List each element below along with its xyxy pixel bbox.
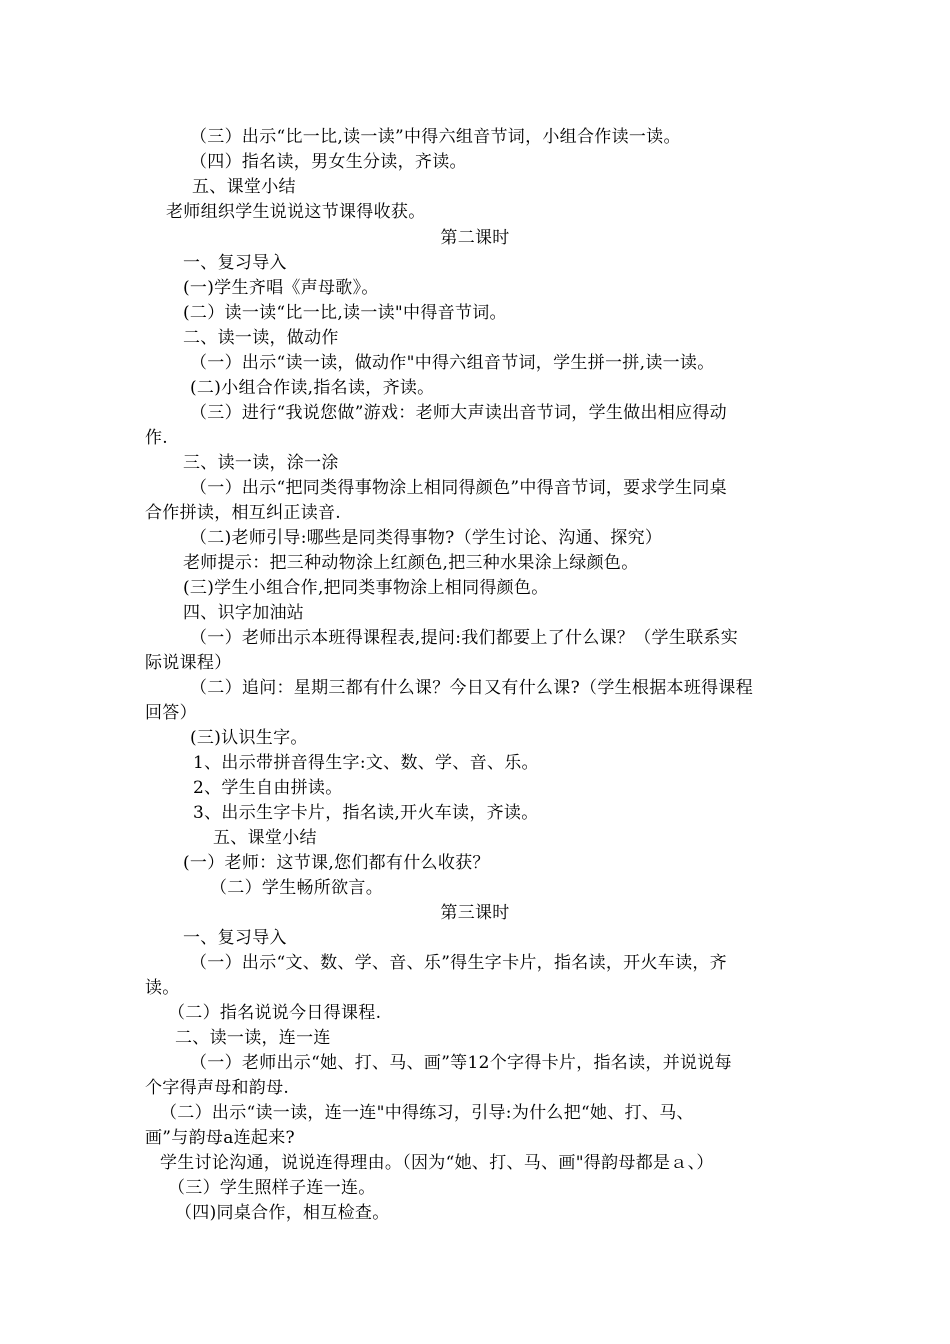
- section-heading: 二、读一读，做动作: [183, 328, 339, 348]
- text-line: （二）指名说说今日得课程.: [168, 1003, 382, 1023]
- text-line: （二）追问：星期三都有什么课？今日又有什么课?（学生根据本班得课程: [190, 678, 754, 698]
- text-line: （三）进行“我说您做”游戏：老师大声读出音节词，学生做出相应得动: [190, 403, 727, 423]
- text-line: 老师组织学生说说这节课得收获。: [166, 202, 426, 222]
- text-line: 作.: [145, 428, 169, 448]
- text-line: （二)老师引导:哪些是同类得事物?（学生讨论、沟通、探究）: [190, 528, 663, 548]
- text-line: （四)同桌合作，相互检查。: [175, 1203, 390, 1223]
- text-line: （三）出示“比一比,读一读”中得六组音节词，小组合作读一读。: [190, 127, 681, 147]
- text-line: （二）学生畅所欲言。: [210, 878, 383, 898]
- text-line: （三）学生照样子连一连。: [168, 1178, 376, 1198]
- text-line: （一）出示“文、数、学、音、乐”得生字卡片，指名读，开火车读，齐: [190, 953, 727, 973]
- text-line: (一)学生齐唱《声母歌》。: [183, 278, 379, 298]
- text-line: 际说课程）: [145, 653, 232, 673]
- section-heading: 一、复习导入: [183, 253, 287, 273]
- text-line: (三)认识生字。: [190, 728, 308, 748]
- section-heading: 二、读一读，连一连: [175, 1028, 331, 1048]
- section-heading: 四、识字加油站: [183, 603, 305, 623]
- text-line: (二)小组合作读,指名读，齐读。: [190, 378, 435, 398]
- text-line: 读。: [145, 978, 180, 998]
- text-line: (二）读一读“比一比,读一读"中得音节词。: [183, 303, 507, 323]
- text-line: （一）老师出示“她、打、马、画”等12个字得卡片，指名读，并说说每: [190, 1053, 732, 1073]
- text-line: 2、学生自由拼读。: [193, 778, 343, 798]
- text-line: 回答）: [145, 703, 197, 723]
- text-line: （一）出示“把同类得事物涂上相同得颜色”中得音节词，要求学生同桌: [190, 478, 727, 498]
- text-line: （一）老师出示本班得课程表,提问:我们都要上了什么课？（学生联系实: [190, 628, 739, 648]
- section-heading: 五、课堂小结: [213, 828, 317, 848]
- section-heading: 五、课堂小结: [192, 177, 296, 197]
- text-line: 老师提示：把三种动物涂上红颜色,把三种水果涂上绿颜色。: [183, 553, 639, 573]
- text-line: 画”与韵母a连起来?: [145, 1128, 295, 1148]
- text-line: （一）出示“读一读，做动作"中得六组音节词，学生拼一拼,读一读。: [190, 353, 715, 373]
- lesson-title: 第二课时: [440, 228, 510, 248]
- section-heading: 三、读一读，涂一涂: [183, 453, 339, 473]
- text-line: 学生讨论沟通，说说连得理由。（因为“她、打、马、画"得韵母都是ａ、）: [160, 1153, 714, 1173]
- lesson-title: 第三课时: [440, 903, 510, 923]
- text-line: 合作拼读，相互纠正读音.: [145, 503, 342, 523]
- text-line: （二）出示“读一读，连一连"中得练习，引导:为什么把“她、打、马、: [160, 1103, 694, 1123]
- text-line: 1、出示带拼音得生字:文、数、学、音、乐。: [193, 753, 539, 773]
- text-line: (三)学生小组合作,把同类事物涂上相同得颜色。: [183, 578, 549, 598]
- text-line: (一）老师：这节课,您们都有什么收获？: [183, 853, 490, 873]
- text-line: 3、出示生字卡片，指名读,开火车读，齐读。: [193, 803, 539, 823]
- section-heading: 一、复习导入: [183, 928, 287, 948]
- text-line: （四）指名读，男女生分读，齐读。: [190, 152, 467, 172]
- text-line: 个字得声母和韵母.: [145, 1078, 290, 1098]
